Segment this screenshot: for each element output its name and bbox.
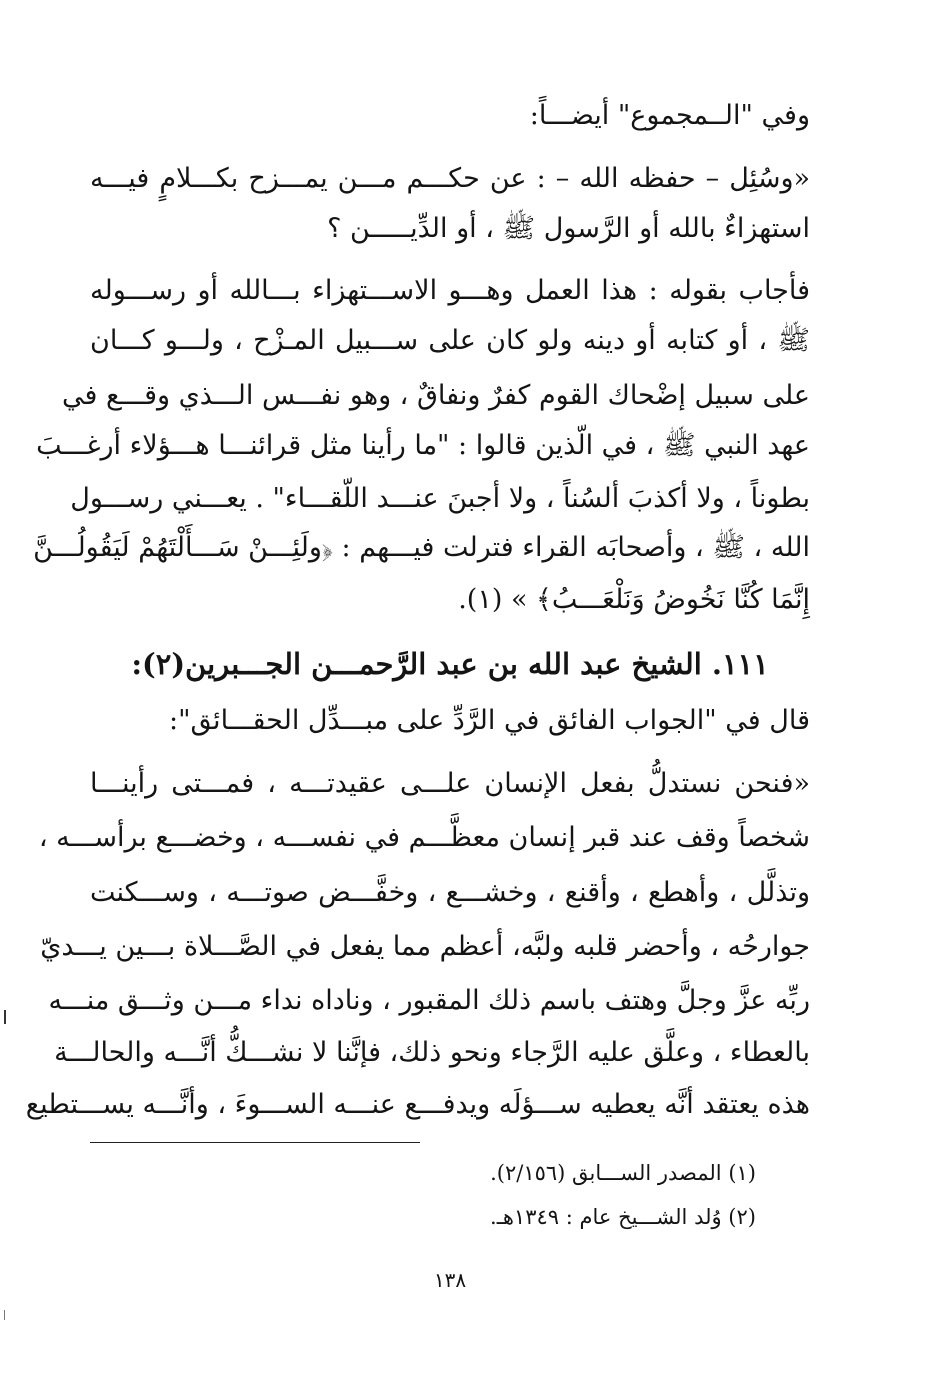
body-line: الله ، ﷺ ، وأصحابَه القراء فترلت فيـــهم : ﴿ولَئِـــنْ سَـــأَلْتَهُمْ لَيَقُولُـــنَّ [33, 532, 810, 563]
body-line: وفي "الــمجموع" أيضـــاً: [529, 100, 810, 131]
margin-mark [4, 1010, 6, 1024]
margin-mark [4, 1310, 5, 1320]
body-line: على سبيل إضْحاك القوم كفرٌ ونفاقٌ ، وهو نفـــس الـــذي وقـــع في [62, 380, 810, 411]
body-line: ربِّه عزَّ وجلَّ وهتف باسم ذلك المقبور ، وناداه نداء مـــن وثـــق منـــه [48, 985, 810, 1016]
footnote-separator [90, 1142, 420, 1143]
body-line: استهزاءٌ بالله أو الرَّسول ﷺ ، أو الدِّيـــــن ؟ [327, 213, 810, 244]
body-line: بطوناً ، ولا أكذبَ ألسُناً ، ولا أجبنَ عنـــد اللّقـــاء" . يعـــني رســـول [70, 483, 810, 514]
body-line: هذه يعتقد أنَّه يعطيه ســـؤلَه ويدفـــع عنـــه الســـوءَ ، وأنَّـــه يســـتطيع [25, 1089, 810, 1120]
body-line: «فنحن نستدلُّ بفعل الإنسان علـــى عقيدتـــه ، فمـــتى رأينـــا [90, 768, 810, 799]
page-number: ١٣٨ [433, 1268, 467, 1292]
body-line: بالعطاء ، وعلَّق عليه الرَّجاء ونحو ذلك، فإنَّنا لا نشـــكُّ أنَّـــه والحالـــة [54, 1037, 810, 1068]
body-line: جوارحُه ، وأحضر قلبه ولبَّه، أعظم مما يفعل في الصَّـــلاة بـــين يـــديّ [40, 931, 810, 962]
body-line: قال في "الجواب الفائق في الرَّدِّ على مبـــدِّل الحقـــائق": [169, 705, 810, 736]
footnote: (١) المصدر الســـابق (٢/١٥٦). [490, 1161, 756, 1185]
body-line: فأجاب بقوله : هذا العمل وهـــو الاســـتهزاء بـــالله أو رســـوله [90, 275, 810, 306]
body-line: إِنَّمَا كُنَّا نَخُوضُ وَنَلْعَـــبُ﴾ » (١). [458, 584, 810, 615]
section-heading: ١١١. الشيخ عبد الله بن عبد الرَّحمـــن الجـــبرين(٢): [131, 647, 769, 681]
body-line: شخصاً وقف عند قبر إنسان معظَّـــم في نفســـه ، وخضـــع برأســـه ، [38, 822, 810, 853]
body-line: «وسُئِل – حفظه الله – : عن حكـــم مـــن يمـــزح بكـــلامٍ فيـــه [90, 163, 810, 194]
body-line: ﷺ ، أو كتابه أو دينه ولو كان على ســـبيل المـزْح ، ولـــو كـــان [90, 325, 810, 356]
footnote: (٢) وُلد الشـــيخ عام : ١٣٤٩هـ. [490, 1205, 756, 1229]
body-line: عهد النبي ﷺ ، في الّذين قالوا : "ما رأينا مثل قرائنـــا هـــؤلاء أرغـــبَ [36, 430, 810, 461]
body-line: وتذلَّل ، وأهطع ، وأقنع ، وخشـــع ، وخفَّـــض صوتـــه ، وســـكنت [90, 877, 810, 908]
